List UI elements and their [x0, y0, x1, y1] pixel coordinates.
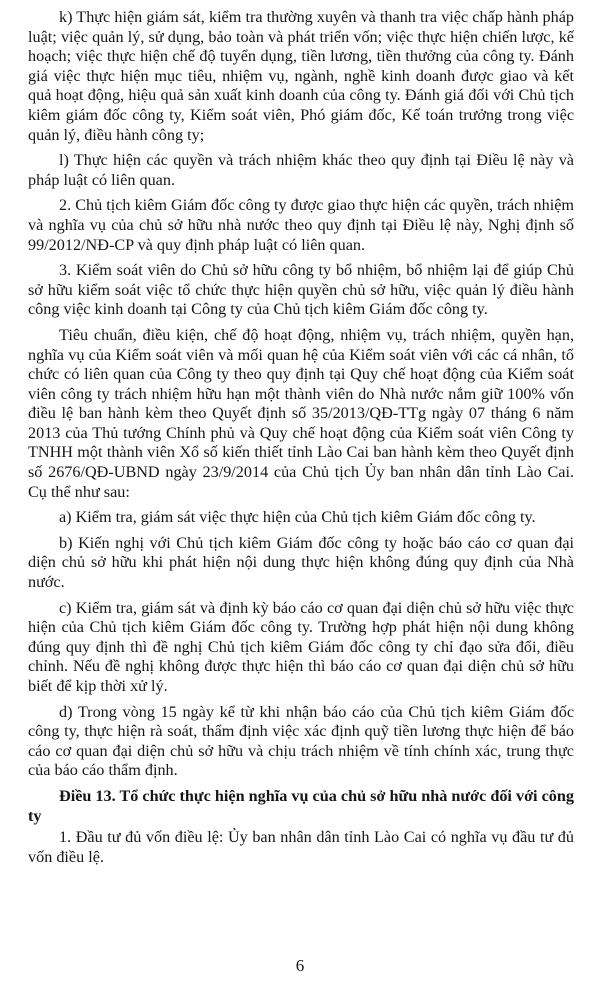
paragraph-controller-standards: Tiêu chuẩn, điều kiện, chế độ hoạt động, nhiệm vụ, trách nhiệm, quyền hạn, nghĩa vụ của Kiểm soát viên và mối quan hệ của Kiểm soát viên với các cá nhân, tổ chức có liên quan của Công ty theo quy định tại Quy chế hoạt động của Kiểm soát viên công ty trách nhiệm hữu hạn một thành viên do Nhà nước nắm giữ 100% vốn điều lệ ban hành kèm theo Quyết định số 35/2013/QĐ-TTg ngày 07 tháng 6 năm 2013 của Thủ tướng Chính phủ và Quy chế hoạt động của Kiểm soát viên Công ty TNHH một thành viên Xổ số kiến thiết tỉnh Lào Cai ban hành kèm theo Quyết định số 2676/QĐ-UBND ngày 23/9/2014 của Chủ tịch Ủy ban nhân dân tỉnh Lào Cai. Cụ thể như sau:: [28, 325, 574, 501]
paragraph-clause-3: 3. Kiểm soát viên do Chủ sở hữu công ty bổ nhiệm, bổ nhiệm lại để giúp Chủ sở hữu kiểm soát việc tổ chức thực hiện quyền chủ sở hữu, việc quản lý điều hành công việc kinh doanh tại Công ty của Chủ tịch kiêm Giám đốc công ty.: [28, 261, 574, 319]
paragraph-k: k) Thực hiện giám sát, kiểm tra thường xuyên và thanh tra việc chấp hành pháp luật; việc quản lý, sử dụng, bảo toàn và phát triển vốn; việc thực hiện chiến lược, kế hoạch; việc thực hiện chế độ tuyển dụng, tiền lương, tiền thưởng của công ty. Đánh giá việc thực hiện mục tiêu, nhiệm vụ, ngành, nghề kinh doanh được giao và kết quả hoạt động, hiệu quả sản xuất kinh doanh của công ty. Đánh giá đối với Chủ tịch kiêm giám đốc công ty, Kiểm soát viên, Phó giám đốc, Kế toán trưởng trong việc quản lý, điều hành công ty;: [28, 8, 574, 144]
paragraph-c: c) Kiểm tra, giám sát và định kỳ báo cáo cơ quan đại diện chủ sở hữu việc thực hiện của Chủ tịch kiêm Giám đốc công ty. Trường hợp phát hiện nội dung không đúng quy định thì đề nghị Chủ tịch kiêm Giám đốc công ty chỉ đạo sửa đổi, điều chỉnh. Nếu đề nghị không được thực hiện thì báo cáo cơ quan đại diện chủ sở hữu biết để kịp thời xử lý.: [28, 598, 574, 695]
paragraph-a: a) Kiểm tra, giám sát việc thực hiện của Chủ tịch kiêm Giám đốc công ty.: [59, 508, 536, 527]
paragraph-article-13-clause-1: 1. Đầu tư đủ vốn điều lệ: Ủy ban nhân dân tỉnh Lào Cai có nghĩa vụ đầu tư đủ vốn điều lệ.: [28, 828, 574, 866]
paragraph-clause-2: 2. Chủ tịch kiêm Giám đốc công ty được giao thực hiện các quyền, trách nhiệm và nghĩa vụ của chủ sở hữu nhà nước theo quy định tại Điều lệ này, Nghị định số 99/2012/NĐ-CP và quy định pháp luật có liên quan.: [28, 196, 574, 254]
article-13-heading: Điều 13. Tổ chức thực hiện nghĩa vụ của chủ sở hữu nhà nước đối với công ty: [28, 786, 574, 825]
page-number: 6: [295, 956, 305, 975]
paragraph-l: l) Thực hiện các quyền và trách nhiệm khác theo quy định tại Điều lệ này và pháp luật có liên quan.: [28, 151, 574, 189]
paragraph-b: b) Kiến nghị với Chủ tịch kiêm Giám đốc công ty hoặc báo cáo cơ quan đại diện chủ sở hữu khi phát hiện nội dung thực hiện không đúng quy định của Nhà nước.: [28, 533, 574, 592]
paragraph-d: d) Trong vòng 15 ngày kể từ khi nhận báo cáo của Chủ tịch kiêm Giám đốc công ty, thực hiện rà soát, thẩm định việc xác định quỹ tiền lương thực hiện để báo cáo cơ quan đại diện chủ sở hữu và chịu trách nhiệm về tính chính xác, trung thực của báo cáo thẩm định.: [28, 702, 574, 780]
